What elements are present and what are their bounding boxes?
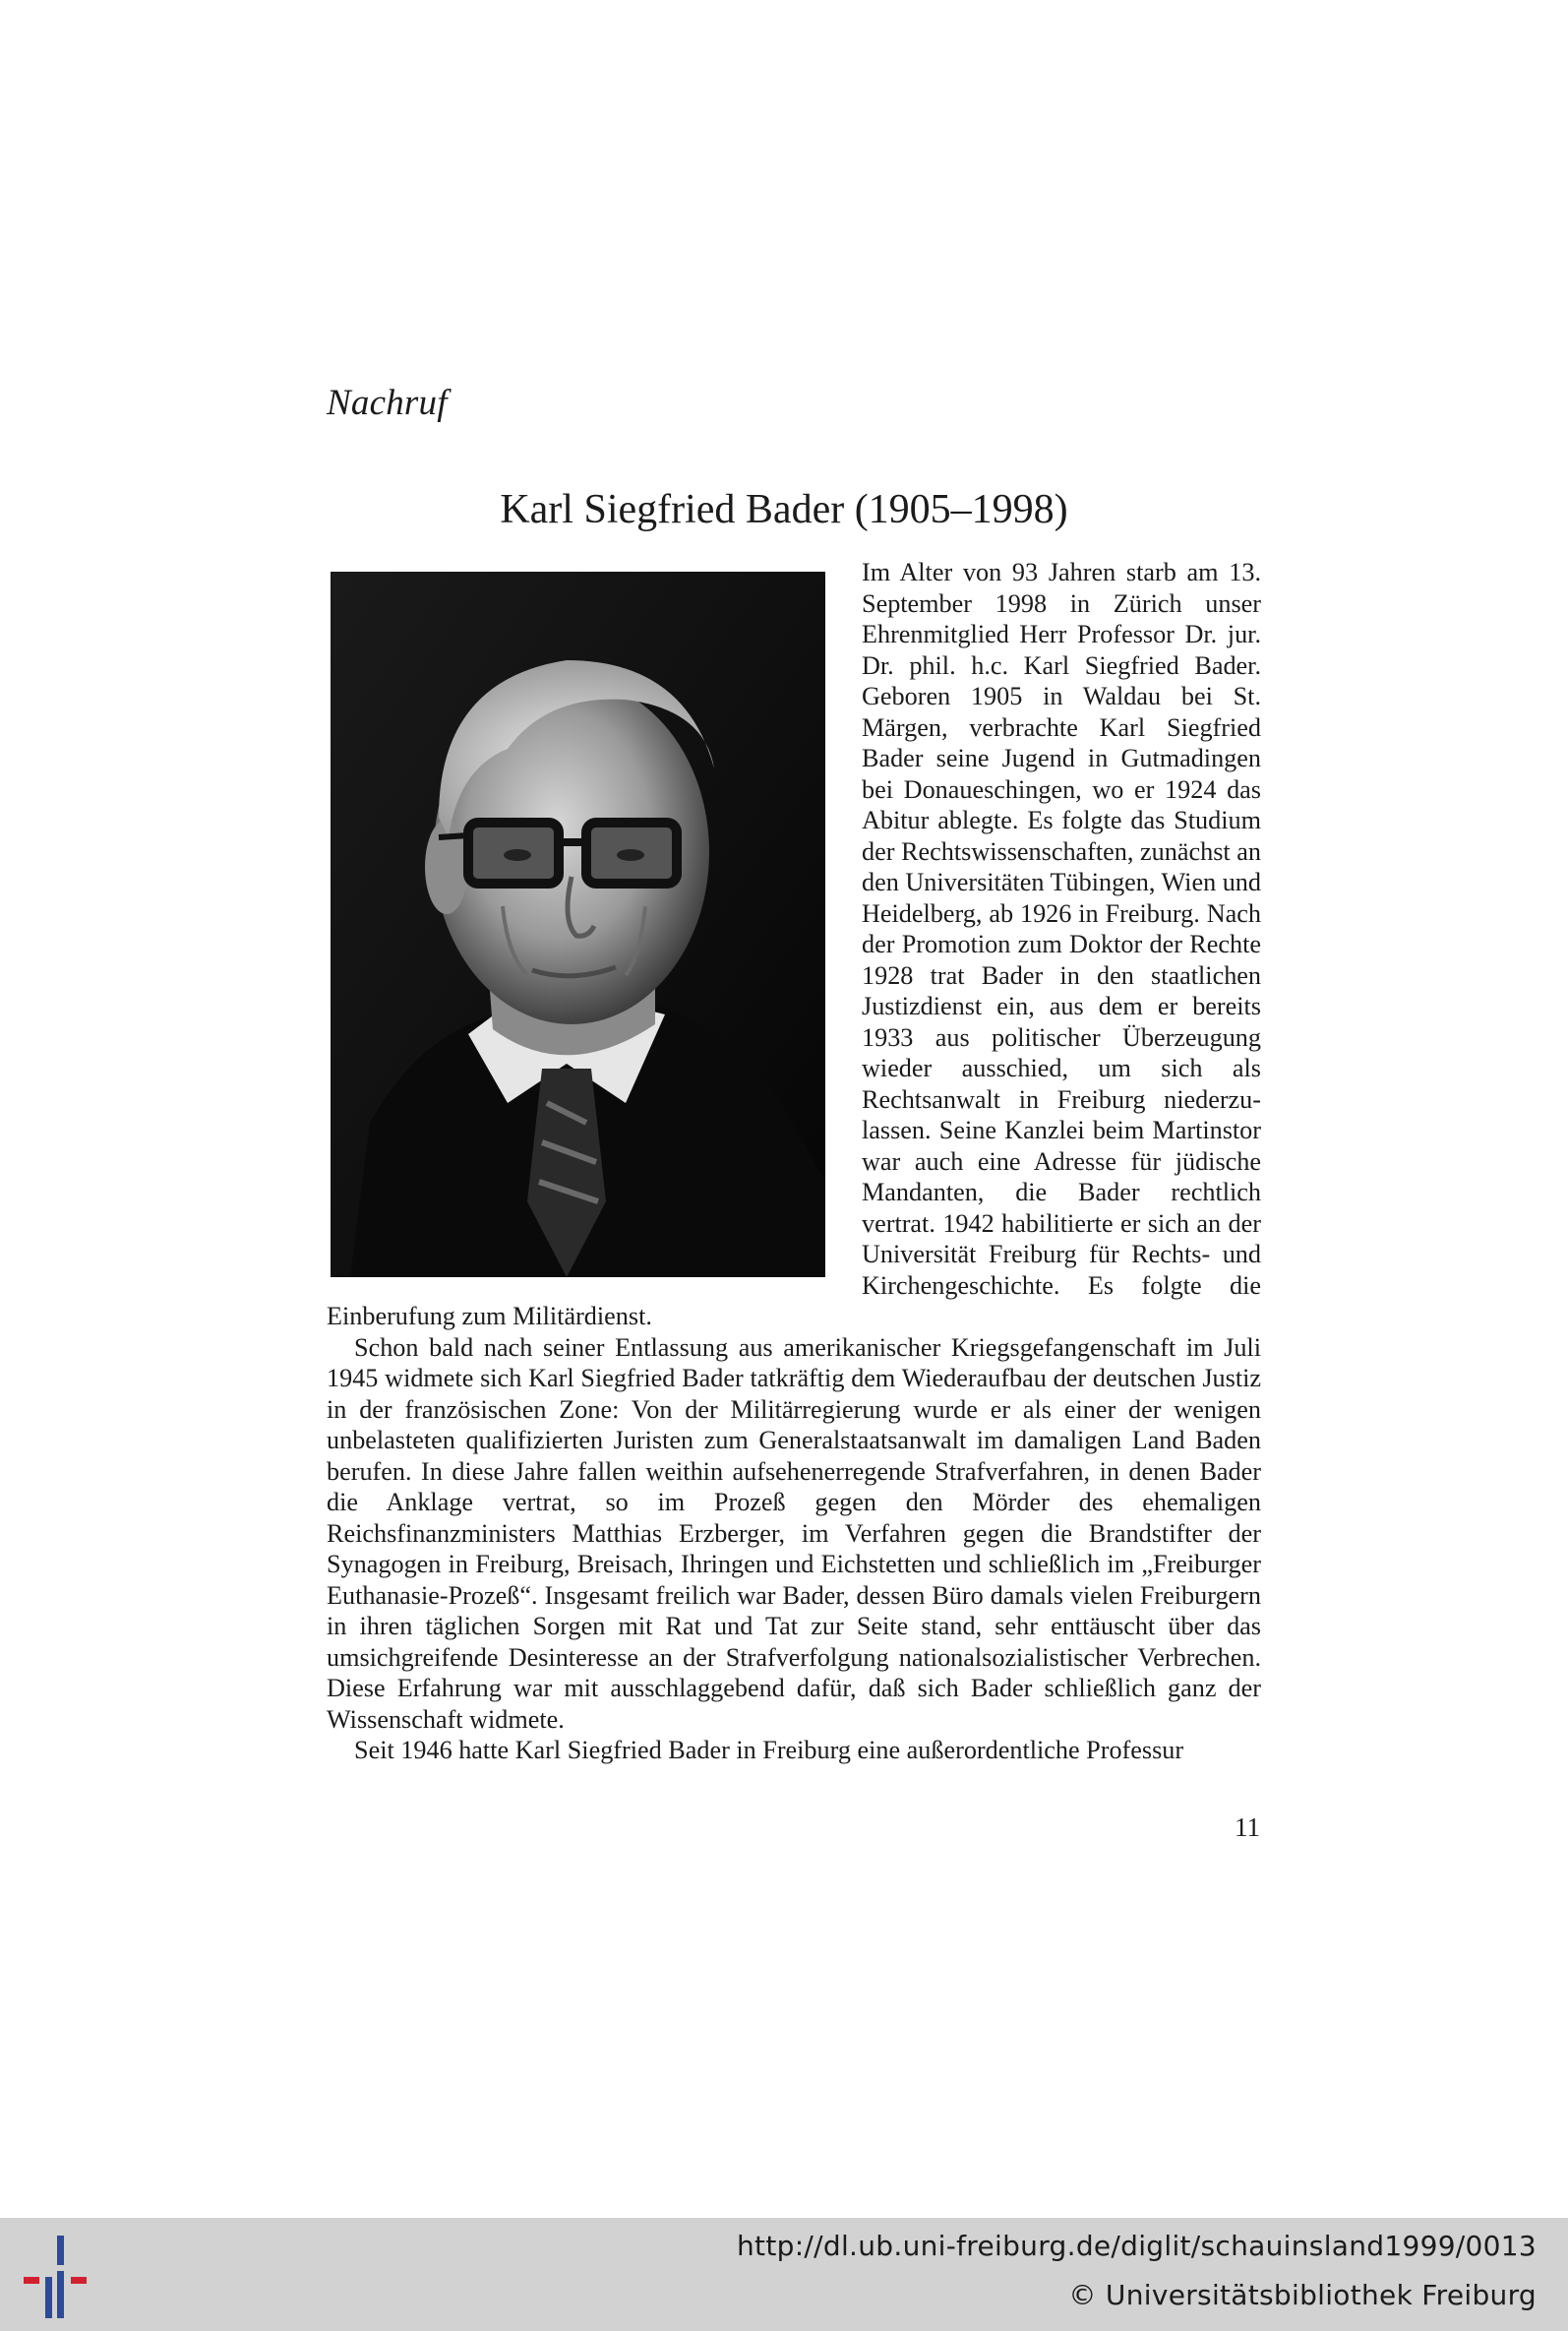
page-number: 11 bbox=[1235, 1812, 1260, 1842]
footer-bar bbox=[0, 2218, 1568, 2331]
source-url-link[interactable]: http://dl.ub.uni-freiburg.de/diglit/schauinsland1999/0013 bbox=[737, 2230, 1537, 2262]
paragraph-1: Im Alter von 93 Jahren starb am 13. September 1998 in Zürich unser Ehrenmitglied Herr Professor Dr. jur. Dr. phil. h.c. Karl Siegfried Bader. Geboren 1905 in Waldau bei St. Märgen, verbrachte Karl Siegfried Bader seine Jugend in Gutmadingen bei Donaueschingen, wo er 1924 das Abitur ablegte. Es folgte das Studium der Rechtswissenschaften, zunächst an den Universitäten Tübingen, Wien und Heidelberg, ab 1926 in Freiburg. Nach der Promotion zum Doktor der Rechte 1928 trat Bader in den staatlichen Justizdienst ein, aus dem er bereits 1933 aus politischer Überzeugung wieder ausschied, um sich als Rechtsanwalt in Freiburg niederzulassen. Seine Kanzlei beim Martinstor war auch eine Adresse für jüdische Mandanten, die Bader rechtlich vertrat. 1942 habilitierte er sich an der Universität Freiburg für Rechts- und Kirchengeschichte. Es folgte die Einberufung zum Militärdienst. bbox=[327, 558, 1261, 1330]
article-title: Karl Siegfried Bader (1905–1998) bbox=[500, 487, 1068, 532]
article-body bbox=[327, 557, 1261, 1766]
paragraph-2: Schon bald nach seiner Entlassung aus amerikanischer Kriegsgefangenschaft im Juli 1945 widmete sich Karl Siegfried Bader tatkräftig dem Wiederaufbau der deutschen Justiz in der französischen Zone: Von der Militärregierung wurde er als einer der wenigen unbelasteten qualifizierten Juristen zum Generalstaatsanwalt im damaligen Land Baden berufen. In diese Jahre fallen weithin aufsehenerregende Strafverfahren, in denen Bader die Anklage vertrat, so im Prozeß gegen den Mörder des ehemaligen Reichsfinanzministers Matthias Erzberger, im Verfahren gegen die Brandstifter der Synagogen in Freiburg, Breisach, Ihringen und Eichstetten und schließlich im „Freiburger Euthanasie-Prozeß“. Insgesamt freilich war Bader, dessen Büro damals vielen Freiburgern in ihren täglichen Sorgen mit Rat und Tat zur Seite stand, sehr enttäuscht über das umsichgreifende Desinteresse an der Strafverfolgung nationalsozialistischer Verbrechen. Diese Erfahrung war mit ausschlaggebend dafür, daß sich Bader schließlich ganz der Wissenschaft widmete. bbox=[327, 1332, 1261, 1734]
portrait-photo bbox=[331, 572, 825, 1277]
section-label: Nachruf bbox=[327, 383, 448, 423]
paragraph-3: Seit 1946 hatte Karl Siegfried Bader in Freiburg eine außerordentliche Professur bbox=[354, 1736, 1184, 1764]
ub-freiburg-logo-icon bbox=[20, 2236, 98, 2318]
copyright-notice: © Universitätsbibliothek Freiburg bbox=[1068, 2279, 1537, 2311]
